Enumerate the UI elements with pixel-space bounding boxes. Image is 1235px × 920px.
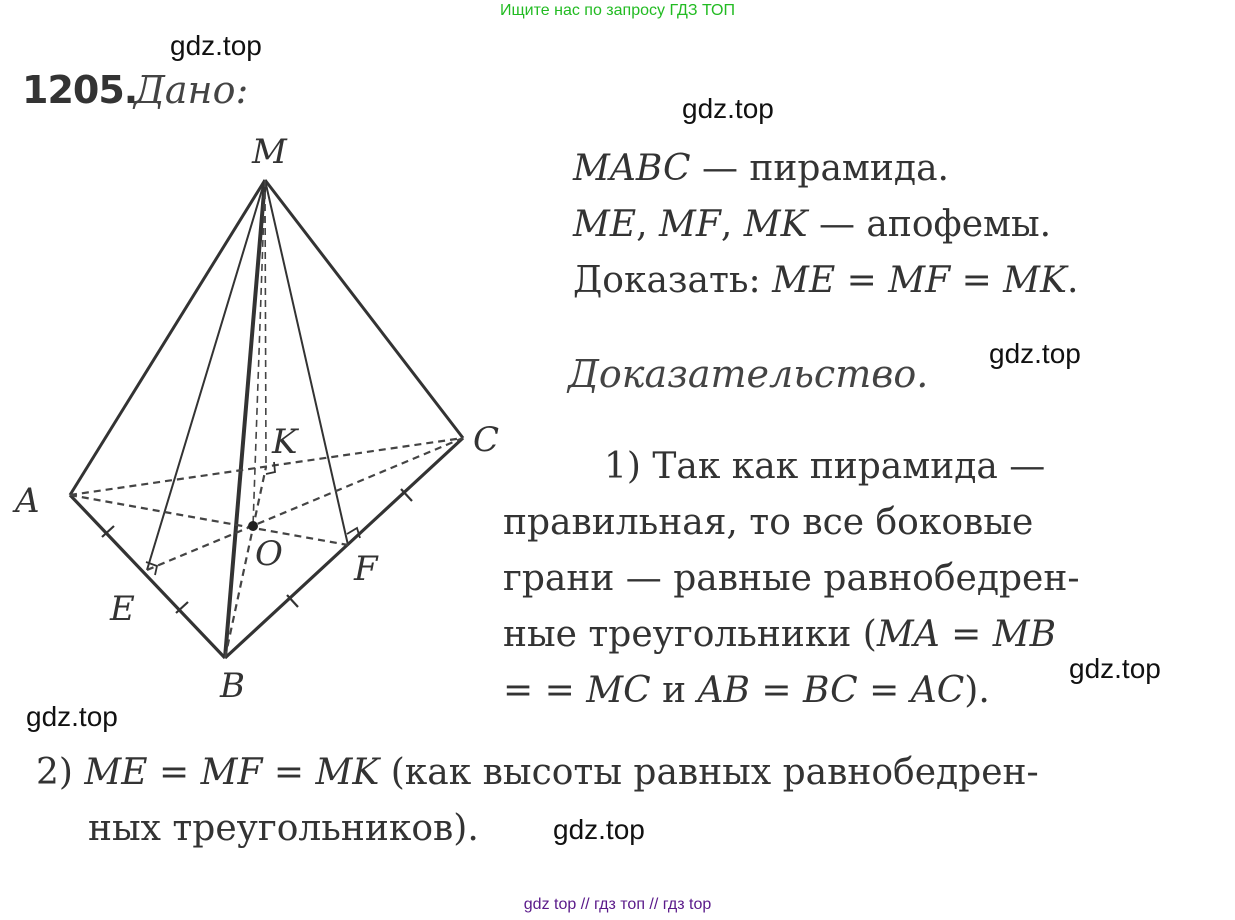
edge-mb bbox=[225, 180, 265, 658]
apothem-mk bbox=[265, 180, 266, 467]
label-c: C bbox=[473, 420, 500, 460]
step1-line-3: грани — равные равнобедрен- bbox=[503, 558, 1080, 599]
top-banner: Ищите нас по запросу ГДЗ ТОП bbox=[500, 2, 735, 19]
given-line-2: ME, MF, MK — апофемы. bbox=[573, 204, 1052, 245]
watermark: gdz.top bbox=[170, 30, 262, 61]
label-a: A bbox=[15, 481, 40, 521]
watermark: gdz.top bbox=[26, 701, 118, 732]
label-f: F bbox=[354, 549, 378, 589]
point-o bbox=[248, 521, 258, 531]
watermark: gdz.top bbox=[553, 814, 645, 845]
edge-ma bbox=[70, 180, 265, 495]
step2-line-1: 2) ME = MF = MK (как высоты равных равнобедрен- bbox=[36, 752, 1039, 793]
watermark: gdz.top bbox=[682, 93, 774, 124]
label-m: M bbox=[252, 132, 287, 172]
label-b: B bbox=[220, 666, 245, 706]
step1-line-1: 1) Так как пирамида — bbox=[604, 446, 1046, 487]
watermark: gdz.top bbox=[1069, 653, 1161, 684]
footer-links: gdz top // гдз топ // гдз top bbox=[523, 896, 712, 913]
proof-heading: Доказательство. bbox=[568, 352, 929, 396]
watermark: gdz.top bbox=[989, 338, 1081, 369]
label-e: E bbox=[110, 589, 135, 629]
given-label: Дано: bbox=[134, 68, 249, 112]
pyramid-figure bbox=[0, 130, 520, 710]
right-angle-k bbox=[266, 462, 275, 474]
prove-line: Доказать: ME = MF = MK. bbox=[573, 260, 1079, 301]
median-ce bbox=[147, 438, 463, 570]
problem-number: 1205. bbox=[22, 68, 138, 112]
given-line-1: MABC — пирамида. bbox=[573, 148, 949, 189]
step1-line-5: = = MC и AB = BC = AC). bbox=[503, 670, 990, 711]
label-k: K bbox=[272, 422, 298, 462]
step1-line-4: ные треугольники (MA = MB bbox=[503, 614, 1057, 655]
step1-line-2: правильная, то все боковые bbox=[503, 502, 1034, 543]
label-o: O bbox=[255, 534, 283, 574]
step2-line-2: ных треугольников). bbox=[88, 808, 479, 849]
